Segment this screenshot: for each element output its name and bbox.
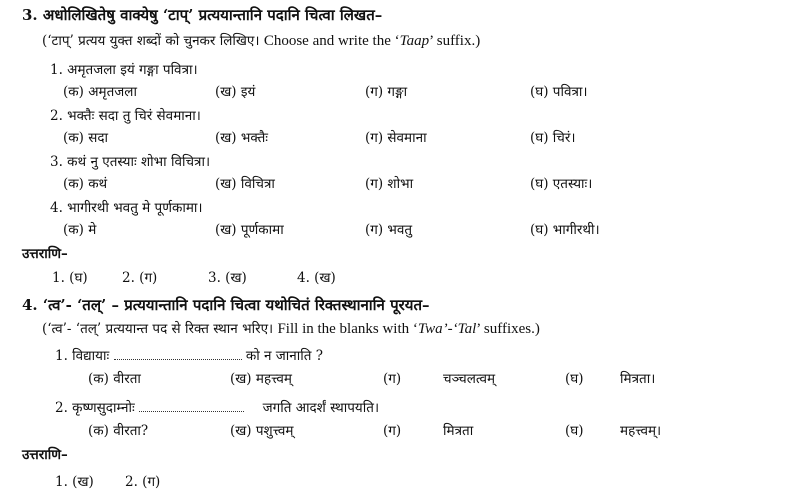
q4-option: (घ) xyxy=(565,423,584,439)
q3-option: (ग) गङ्गा xyxy=(365,84,408,100)
q3-title: 3. अधोलिखितेषु वाक्येषु ‘टाप्’ प्रत्ययान्तानि पदानि चित्वा लिखत– xyxy=(22,6,383,24)
q3-option: (घ) भागीरथी। xyxy=(530,222,600,238)
q4-sentence-1-prefix: 1. विद्यायाः xyxy=(55,348,110,364)
q3-instructions-english: Choose and write the ‘Taap’ suffix.) xyxy=(263,33,481,49)
q4-option: महत्त्वम्। xyxy=(620,423,662,439)
q4-instructions-english: Fill in the blanks with ‘Twa’-‘Tal’ suffixes.) xyxy=(277,321,540,337)
q3-sentence-3: 3. कथं नु एतस्याः शोभा विचित्रा। xyxy=(50,154,211,170)
q3-option: (घ) चिरं। xyxy=(530,130,576,146)
q3-sentence-2: 2. भक्तैः सदा तु चिरं सेवमाना। xyxy=(50,108,201,124)
q3-option: (क) अमृतजला xyxy=(63,84,137,100)
q4-option: मित्रता। xyxy=(620,371,656,387)
q4-sentence-1 xyxy=(55,348,323,364)
q4-title: 4. ‘त्व’- ‘तल्’ – प्रत्ययान्तानि पदानि चित्वा यथोचितं रिक्तस्थानानि पूरयत– xyxy=(22,296,430,314)
q3-option: (घ) एतस्याः। xyxy=(530,176,593,192)
q4-option: (क) वीरता? xyxy=(88,423,149,439)
q4-sentence-1-suffix: को न जानाति ? xyxy=(245,348,323,364)
q3-answer: 3. (ख) xyxy=(208,270,247,286)
q3-answer: 1. (घ) xyxy=(52,270,88,286)
q4-instructions-hindi: (‘त्व’- ‘तल्’ प्रत्ययान्त पद से रिक्त स्थान भरिए। xyxy=(42,321,274,337)
q3-sentence-1: 1. अमृतजला इयं गङ्गा पवित्रा। xyxy=(50,62,198,78)
q3-option: (क) सदा xyxy=(63,130,108,146)
q3-option: (ख) इयं xyxy=(215,84,256,100)
q3-option: (क) मे xyxy=(63,222,97,238)
q4-option: चञ्चलत्वम् xyxy=(443,371,496,387)
q4-answers-label: उत्तराणि– xyxy=(22,447,68,463)
blank-line xyxy=(139,401,244,412)
q4-answer: 2. (ग) xyxy=(125,474,161,490)
q3-option: (ख) भक्तैः xyxy=(215,130,269,146)
q3-answer: 4. (ख) xyxy=(297,270,336,286)
q3-option: (ख) पूर्णकामा xyxy=(215,222,284,238)
q3-option: (घ) पवित्रा। xyxy=(530,84,588,100)
q3-instructions xyxy=(42,32,480,50)
q4-option: (ख) महत्त्वम् xyxy=(230,371,292,387)
q3-answer: 2. (ग) xyxy=(122,270,158,286)
q4-option: मित्रता xyxy=(443,423,474,439)
q4-sentence-2-prefix: 2. कृष्णसुदाम्नोः xyxy=(55,400,135,416)
q3-option: (ग) शोभा xyxy=(365,176,414,192)
q4-option: (घ) xyxy=(565,371,584,387)
q4-instructions xyxy=(42,320,540,338)
q4-option: (क) वीरता xyxy=(88,371,141,387)
q3-option: (ग) भवतु xyxy=(365,222,413,238)
blank-line xyxy=(114,349,242,360)
q4-sentence-2-suffix: जगति आदर्शं स्थापयति। xyxy=(262,400,380,416)
q3-option: (क) कथं xyxy=(63,176,108,192)
q4-option: (ग) xyxy=(383,423,402,439)
q4-option: (ख) पशुत्त्वम् xyxy=(230,423,294,439)
q3-instructions-hindi: (‘टाप्’ प्रत्यय युक्त शब्दों को चुनकर लिखिए। xyxy=(42,33,260,49)
q3-sentence-4: 4. भागीरथी भवतु मे पूर्णकामा। xyxy=(50,200,203,216)
q4-option: (ग) xyxy=(383,371,402,387)
q3-answers-label: उत्तराणि– xyxy=(22,246,68,262)
q4-sentence-2 xyxy=(55,400,379,416)
q4-answer: 1. (ख) xyxy=(55,474,94,490)
q3-option: (ख) विचित्रा xyxy=(215,176,275,192)
q3-option: (ग) सेवमाना xyxy=(365,130,427,146)
